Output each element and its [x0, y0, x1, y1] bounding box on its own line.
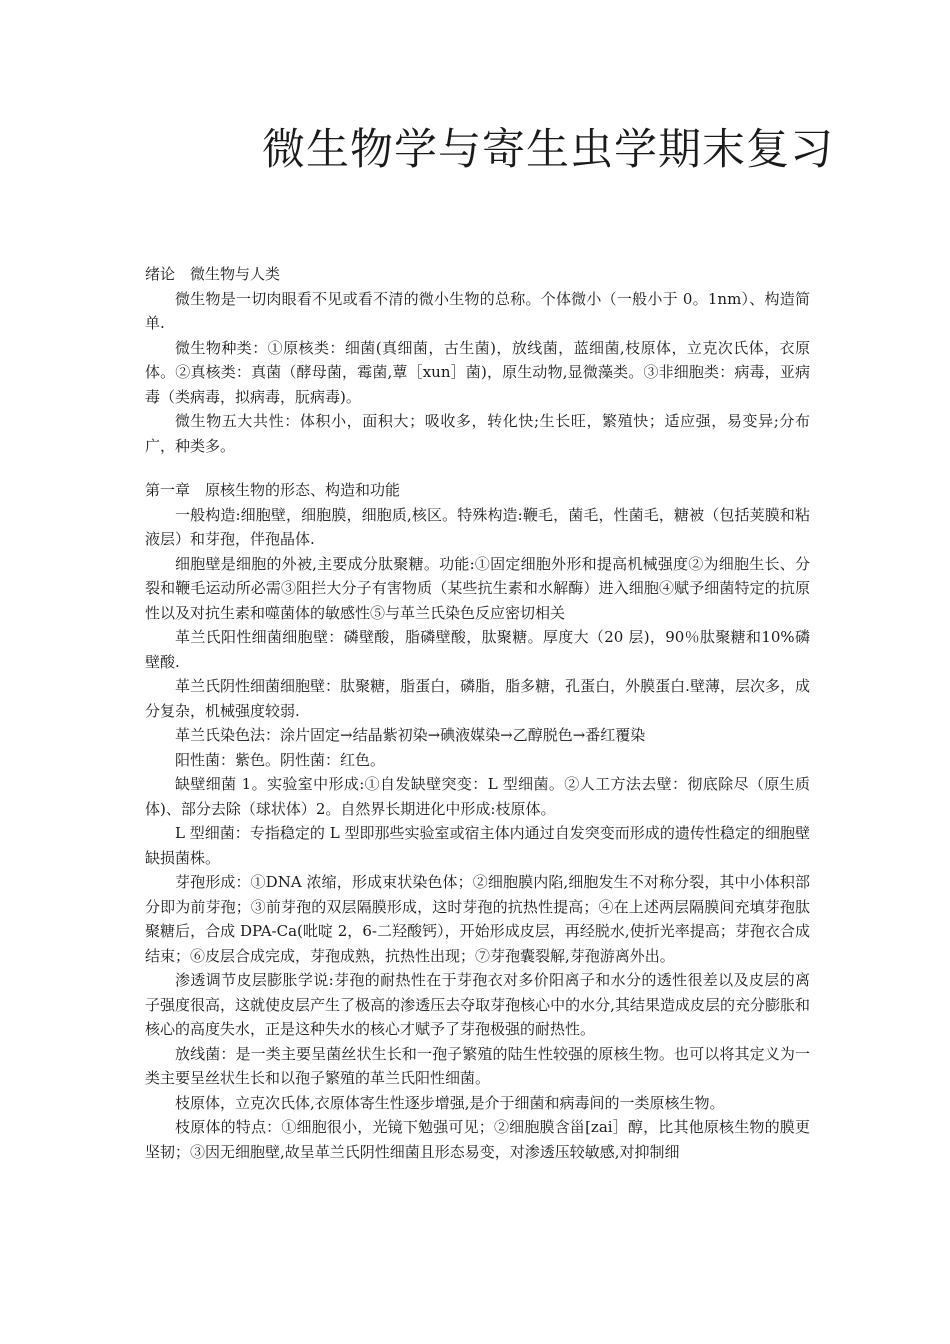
paragraph: 革兰氏阳性细菌细胞壁：磷壁酸，脂磷壁酸，肽聚糖。厚度大（20 层)，90％肽聚糖和10%磷壁酸. [145, 628, 810, 671]
paragraph: 渗透调节皮层膨胀学说:芽孢的耐热性在于芽孢衣对多价阳离子和水分的透性很差以及皮层的离子强度很高，这就使皮层产生了极高的渗透压去夺取芽孢核心中的水分,其结果造成皮层的充分膨胀和核心的高度失水，正是这种失水的核心才赋予了芽孢极强的耐热性。 [145, 971, 810, 1038]
paragraph: 革兰氏阴性细菌细胞壁：肽聚糖，脂蛋白，磷脂，脂多糖，孔蛋白，外膜蛋白.壁薄，层次多，成分复杂，机械强度较弱. [145, 677, 810, 720]
paragraph: 芽孢形成：①DNA 浓缩，形成束状染色体；②细胞膜内陷,细胞发生不对称分裂，其中小体积部分即为前芽孢；③前芽孢的双层隔膜形成，这时芽孢的抗热性提高；④在上述两层隔膜间充填芽孢肽聚糖后，合成 DPA-Ca(吡啶 2，6-二羟酸钙），开始形成皮层，再经脱水,使折光率提高；芽孢衣合成结束；⑥皮层合成完成，芽孢成熟，抗热性出现；⑦芽孢囊裂解,芽孢游离外出。 [145, 873, 810, 965]
paragraph: 一般构造:细胞壁，细胞膜，细胞质,核区。特殊构造:鞭毛，菌毛，性菌毛，糖被（包括荚膜和粘液层）和芽孢，伴孢晶体. [145, 505, 810, 548]
page-title: 微生物学与寄生虫学期末复习 [262, 125, 834, 175]
paragraph: 细胞壁是细胞的外被,主要成分肽聚糖。功能:①固定细胞外形和提高机械强度②为细胞生长、分裂和鞭毛运动所必需③阻拦大分子有害物质（某些抗生素和水解酶）进入细胞④赋予细菌特定的抗原性以及对抗生素和噬菌体的敏感性⑤与革兰氏染色反应密切相关 [145, 554, 810, 622]
section-heading-chapter1: 第一章 原核生物的形态、构造和功能 [145, 481, 401, 499]
paragraph: 微生物五大共性：体积小，面积大；吸收多，转化快;生长旺，繁殖快；适应强，易变异;分布广，种类多。 [145, 412, 810, 455]
paragraph: 枝原体的特点：①细胞很小，光镜下勉强可见；②细胞膜含甾[zai］醇，比其他原核生物的膜更坚韧；③因无细胞壁,故呈革兰氏阴性细菌且形态易变，对渗透压较敏感,对抑制细 [145, 1118, 810, 1161]
paragraph: 革兰氏染色法：涂片固定→结晶紫初染→碘液媒染→乙醇脱色→番红覆染 [175, 726, 646, 744]
paragraph: 微生物种类：①原核类：细菌(真细菌，古生菌)，放线菌，蓝细菌,枝原体，立克次氏体，衣原体。②真核类：真菌（酵母菌，霉菌,蕈［xun］菌)，原生动物,显微藻类。③非细胞类：病毒，亚病毒（类病毒，拟病毒，朊病毒)。 [145, 338, 810, 406]
paragraph: 微生物是一切肉眼看不见或看不清的微小生物的总称。个体微小（一般小于 0。1nm）、构造简单. [145, 289, 810, 332]
paragraph: 缺壁细菌 1。实验室中形成:①自发缺壁突变：L 型细菌。②人工方法去壁：彻底除尽（原生质体)、部分去除（球状体）2。自然界长期进化中形成:枝原体。 [145, 775, 810, 818]
paragraph: 阳性菌：紫色。阴性菌：红色。 [175, 750, 386, 769]
section-heading-intro: 绪论 微生物与人类 [145, 265, 281, 283]
document-body [145, 262, 810, 1164]
paragraph: L 型细菌：专指稳定的 L 型即那些实验室或宿主体内通过自发突变而形成的遗传性稳定的细胞壁缺损菌株。 [145, 824, 810, 867]
paragraph: 放线菌：是一类主要呈菌丝状生长和一孢子繁殖的陆生性较强的原核生物。也可以将其定义为一类主要呈丝状生长和以孢子繁殖的革兰氏阳性细菌。 [145, 1044, 810, 1087]
paragraph: 枝原体，立克次氏体,衣原体寄生性逐步增强,是介于细菌和病毒间的一类原核生物。 [175, 1093, 725, 1112]
